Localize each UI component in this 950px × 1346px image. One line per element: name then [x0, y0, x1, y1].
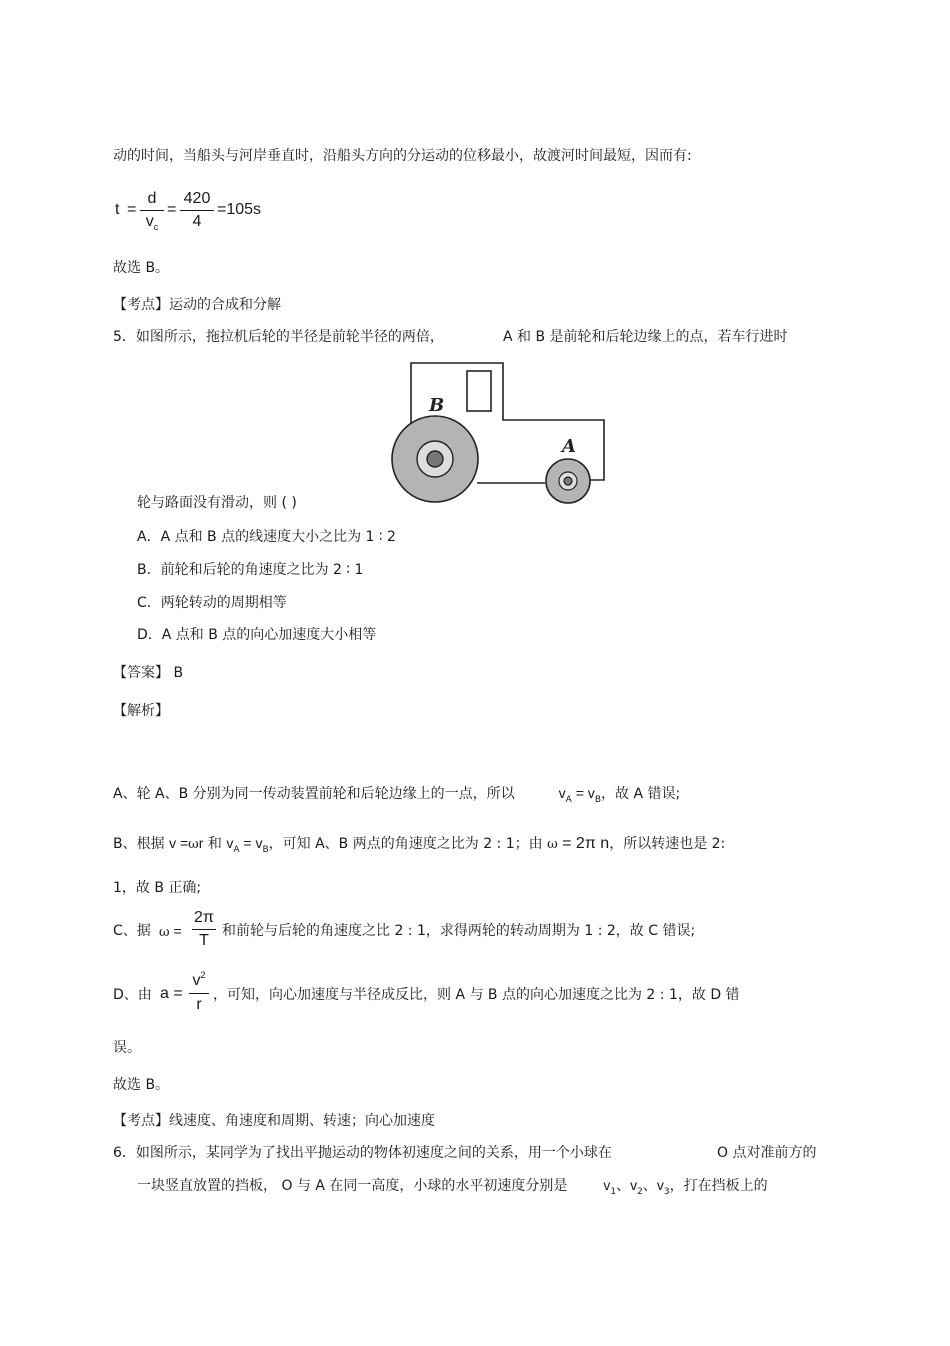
- question-6-text-cont: O 点对准前方的: [717, 1145, 817, 1161]
- frac-numerator-2: 420: [183, 190, 211, 207]
- fraction-2pi-over-T: 2π T: [192, 907, 216, 952]
- fraction-420-over-4: [180, 188, 214, 233]
- label-B: B: [429, 395, 445, 416]
- eq-t: t: [115, 201, 120, 218]
- option-b: B．前轮和后轮的角速度之比为 2 ∶ 1: [137, 562, 364, 578]
- label-A: A: [562, 436, 576, 457]
- tractor-window: [467, 371, 491, 411]
- option-a: A．A 点和 B 点的线速度大小之比为 1 ∶ 2: [137, 529, 396, 545]
- eq-equals-2: =: [167, 201, 177, 218]
- option-c: C．两轮转动的周期相等: [137, 595, 287, 611]
- eq-result: =105s: [217, 201, 262, 218]
- answer-line: 【答案】 B: [113, 665, 184, 681]
- analysis-heading: 【解析】: [113, 703, 169, 719]
- paragraph-text: 动的时间，当船头与河岸垂直时，沿船头方向的分运动的位移最小，故渡河时间最短，因而有:: [113, 148, 692, 164]
- kaodian-2: 【考点】线速度、角速度和周期、转速；向心加速度: [113, 1113, 435, 1129]
- solution-b-cont: 1，故 B 正确;: [113, 880, 202, 896]
- tractor-figure: [385, 355, 615, 510]
- solution-d-cont: 误。: [113, 1040, 141, 1056]
- frac-numerator: d: [147, 190, 157, 207]
- kaodian-1: 【考点】运动的合成和分解: [113, 297, 281, 313]
- fraction-v2-over-r: $v^2$ r: [189, 970, 209, 1016]
- solution-b: B、根据 v =ωr 和 $v_A = v_B$，可知 A、B 两点的角速度之比为 2 : 1；由 ω = 2π n，所以转速也是 2:: [113, 835, 726, 855]
- choose-line-1: 故选 B。: [113, 260, 170, 276]
- front-wheel: [546, 459, 590, 503]
- question-6-text: 6．如图所示，某同学为了找出平抛运动的物体初速度之间的关系，用一个小球在: [113, 1145, 612, 1161]
- fraction-d-over-vc: [140, 188, 164, 234]
- solution-a: A、轮 A、B 分别为同一传动装置前轮和后轮边缘上的一点，所以 $v_A = v_B$，故 A 错误;: [113, 785, 681, 805]
- frac-denominator: $v_c$: [145, 213, 159, 232]
- question-5-text-cont: A 和 B 是前轮和后轮边缘上的点，若车行进时: [503, 329, 788, 345]
- question-5-text: 5．如图所示，拖拉机后轮的半径是前轮半径的两倍，: [113, 329, 444, 345]
- choose-line-2: 故选 B。: [113, 1077, 170, 1093]
- question-5-text-end: 轮与路面没有滑动，则 ( ): [137, 495, 297, 511]
- option-d: D．A 点和 B 点的向心加速度大小相等: [137, 627, 377, 643]
- question-6-line-2: 一块竖直放置的挡板， O 与 A 在同一高度，小球的水平初速度分别是 $v_1$、$v_2$、$v_3$，打在挡板上的: [137, 1177, 768, 1197]
- frac-denominator-2: 4: [192, 213, 202, 230]
- eq-equals: =: [127, 201, 137, 218]
- rear-wheel: [392, 416, 478, 502]
